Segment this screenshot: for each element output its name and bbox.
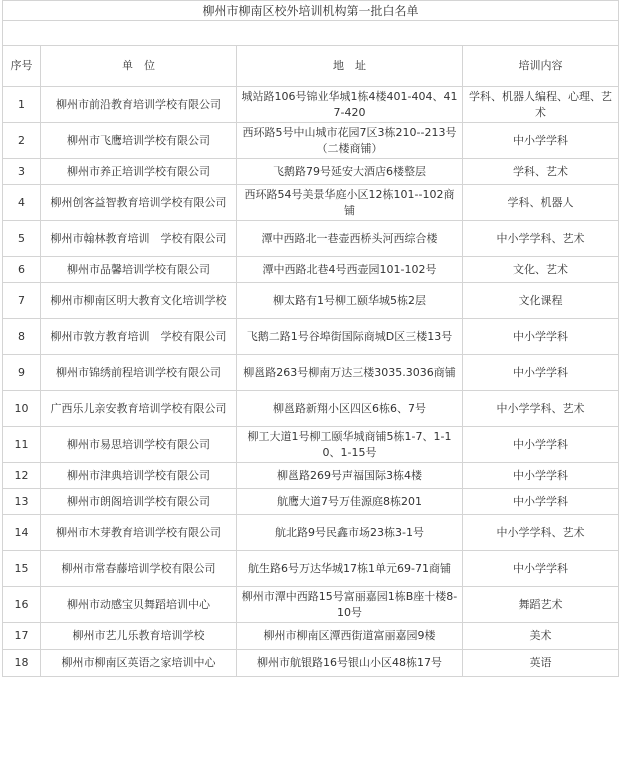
row-unit: 柳州市动感宝贝舞蹈培训中心 xyxy=(41,587,237,623)
row-address: 飞鹅二路1号谷埠街国际商城D区三楼13号 xyxy=(237,319,463,355)
row-number: 13 xyxy=(3,489,41,515)
table-row xyxy=(3,87,619,123)
table-row xyxy=(3,427,619,463)
row-content: 文化、艺术 xyxy=(463,257,619,283)
table-row xyxy=(3,283,619,319)
row-address: 柳州市柳南区潭西街道富丽嘉园9楼 xyxy=(237,623,463,650)
row-number: 2 xyxy=(3,123,41,159)
row-unit: 广西乐儿亲安教育培训学校有限公司 xyxy=(41,391,237,427)
row-number: 5 xyxy=(3,221,41,257)
table-title: 柳州市柳南区校外培训机构第一批白名单 xyxy=(3,1,619,21)
row-unit: 柳州市柳南区英语之家培训中心 xyxy=(41,650,237,677)
row-content: 英语 xyxy=(463,650,619,677)
row-address: 柳邕路新翔小区四区6栋6、7号 xyxy=(237,391,463,427)
row-content: 中小学学科、艺术 xyxy=(463,391,619,427)
table-row xyxy=(3,257,619,283)
row-address: 柳州市航银路16号银山小区48栋17号 xyxy=(237,650,463,677)
row-address: 柳邕路263号柳南万达三楼3035.3036商铺 xyxy=(237,355,463,391)
row-number: 12 xyxy=(3,463,41,489)
whitelist-table xyxy=(2,0,619,677)
table-row xyxy=(3,515,619,551)
row-number: 18 xyxy=(3,650,41,677)
row-content: 中小学学科 xyxy=(463,123,619,159)
row-unit: 柳州市木芽教育培训学校有限公司 xyxy=(41,515,237,551)
table-row xyxy=(3,391,619,427)
title-row xyxy=(3,1,619,21)
table-row xyxy=(3,551,619,587)
row-address: 潭中西路北一巷壶西桥头河西综合楼 xyxy=(237,221,463,257)
row-number: 8 xyxy=(3,319,41,355)
row-content: 学科、机器人编程、心理、艺术 xyxy=(463,87,619,123)
row-unit: 柳州市敦方教育培训 学校有限公司 xyxy=(41,319,237,355)
row-address: 西环路5号中山城市花园7区3栋210--213号（二楼商铺） xyxy=(237,123,463,159)
row-content: 中小学学科、艺术 xyxy=(463,515,619,551)
row-address: 航生路6号万达华城17栋1单元69-71商铺 xyxy=(237,551,463,587)
row-address: 城站路106号锦业华城1栋4楼401-404、417-420 xyxy=(237,87,463,123)
row-content: 文化课程 xyxy=(463,283,619,319)
row-content: 中小学学科 xyxy=(463,551,619,587)
row-address: 航北路9号民鑫市场23栋3-1号 xyxy=(237,515,463,551)
row-content: 中小学学科 xyxy=(463,489,619,515)
row-unit: 柳州市朗阁培训学校有限公司 xyxy=(41,489,237,515)
table-row xyxy=(3,123,619,159)
row-address: 西环路54号美景华庭小区12栋101--102商铺 xyxy=(237,185,463,221)
row-unit: 柳州市前沿教育培训学校有限公司 xyxy=(41,87,237,123)
row-address: 柳邕路269号声福国际3栋4楼 xyxy=(237,463,463,489)
row-number: 6 xyxy=(3,257,41,283)
header-unit: 单 位 xyxy=(41,46,237,87)
row-address: 飞鹅路79号延安大酒店6楼整层 xyxy=(237,159,463,185)
header-address: 地 址 xyxy=(237,46,463,87)
row-number: 1 xyxy=(3,87,41,123)
table-row xyxy=(3,587,619,623)
row-address: 航鹰大道7号万佳源庭8栋201 xyxy=(237,489,463,515)
row-content: 学科、艺术 xyxy=(463,159,619,185)
table-row xyxy=(3,623,619,650)
table-row xyxy=(3,489,619,515)
row-unit: 柳州市常春藤培训学校有限公司 xyxy=(41,551,237,587)
row-number: 9 xyxy=(3,355,41,391)
row-number: 15 xyxy=(3,551,41,587)
row-unit: 柳州市锦绣前程培训学校有限公司 xyxy=(41,355,237,391)
row-number: 7 xyxy=(3,283,41,319)
row-content: 中小学学科 xyxy=(463,463,619,489)
header-row xyxy=(3,46,619,87)
table-row xyxy=(3,650,619,677)
row-number: 17 xyxy=(3,623,41,650)
row-content: 舞蹈艺术 xyxy=(463,587,619,623)
row-unit: 柳州市易思培训学校有限公司 xyxy=(41,427,237,463)
row-unit: 柳州市品馨培训学校有限公司 xyxy=(41,257,237,283)
row-number: 11 xyxy=(3,427,41,463)
row-content: 中小学学科、艺术 xyxy=(463,221,619,257)
row-number: 4 xyxy=(3,185,41,221)
table-row xyxy=(3,221,619,257)
row-unit: 柳州市飞鹰培训学校有限公司 xyxy=(41,123,237,159)
row-unit: 柳州市津典培训学校有限公司 xyxy=(41,463,237,489)
row-content: 中小学学科 xyxy=(463,319,619,355)
row-unit: 柳州市养正培训学校有限公司 xyxy=(41,159,237,185)
table-row xyxy=(3,463,619,489)
row-number: 10 xyxy=(3,391,41,427)
table-row xyxy=(3,319,619,355)
header-content: 培训内容 xyxy=(463,46,619,87)
row-content: 美术 xyxy=(463,623,619,650)
table-row xyxy=(3,159,619,185)
row-address: 柳太路有1号柳工颐华城5栋2层 xyxy=(237,283,463,319)
row-address: 柳州市潭中西路15号富丽嘉园1栋B座十楼8-10号 xyxy=(237,587,463,623)
row-content: 学科、机器人 xyxy=(463,185,619,221)
row-unit: 柳州创客益智教育培训学校有限公司 xyxy=(41,185,237,221)
header-seq: 序号 xyxy=(3,46,41,87)
row-unit: 柳州市艺儿乐教育培训学校 xyxy=(41,623,237,650)
table-row xyxy=(3,355,619,391)
row-content: 中小学学科 xyxy=(463,355,619,391)
row-content: 中小学学科 xyxy=(463,427,619,463)
row-unit: 柳州市柳南区明大教育文化培训学校 xyxy=(41,283,237,319)
blank-row xyxy=(3,21,619,46)
row-address: 柳工大道1号柳工颐华城商铺5栋1-7、1-10、1-15号 xyxy=(237,427,463,463)
row-number: 16 xyxy=(3,587,41,623)
table-row xyxy=(3,185,619,221)
blank-cell xyxy=(3,21,619,46)
row-unit: 柳州市翰林教育培训 学校有限公司 xyxy=(41,221,237,257)
row-address: 潭中西路北巷4号西壶园101-102号 xyxy=(237,257,463,283)
row-number: 14 xyxy=(3,515,41,551)
row-number: 3 xyxy=(3,159,41,185)
